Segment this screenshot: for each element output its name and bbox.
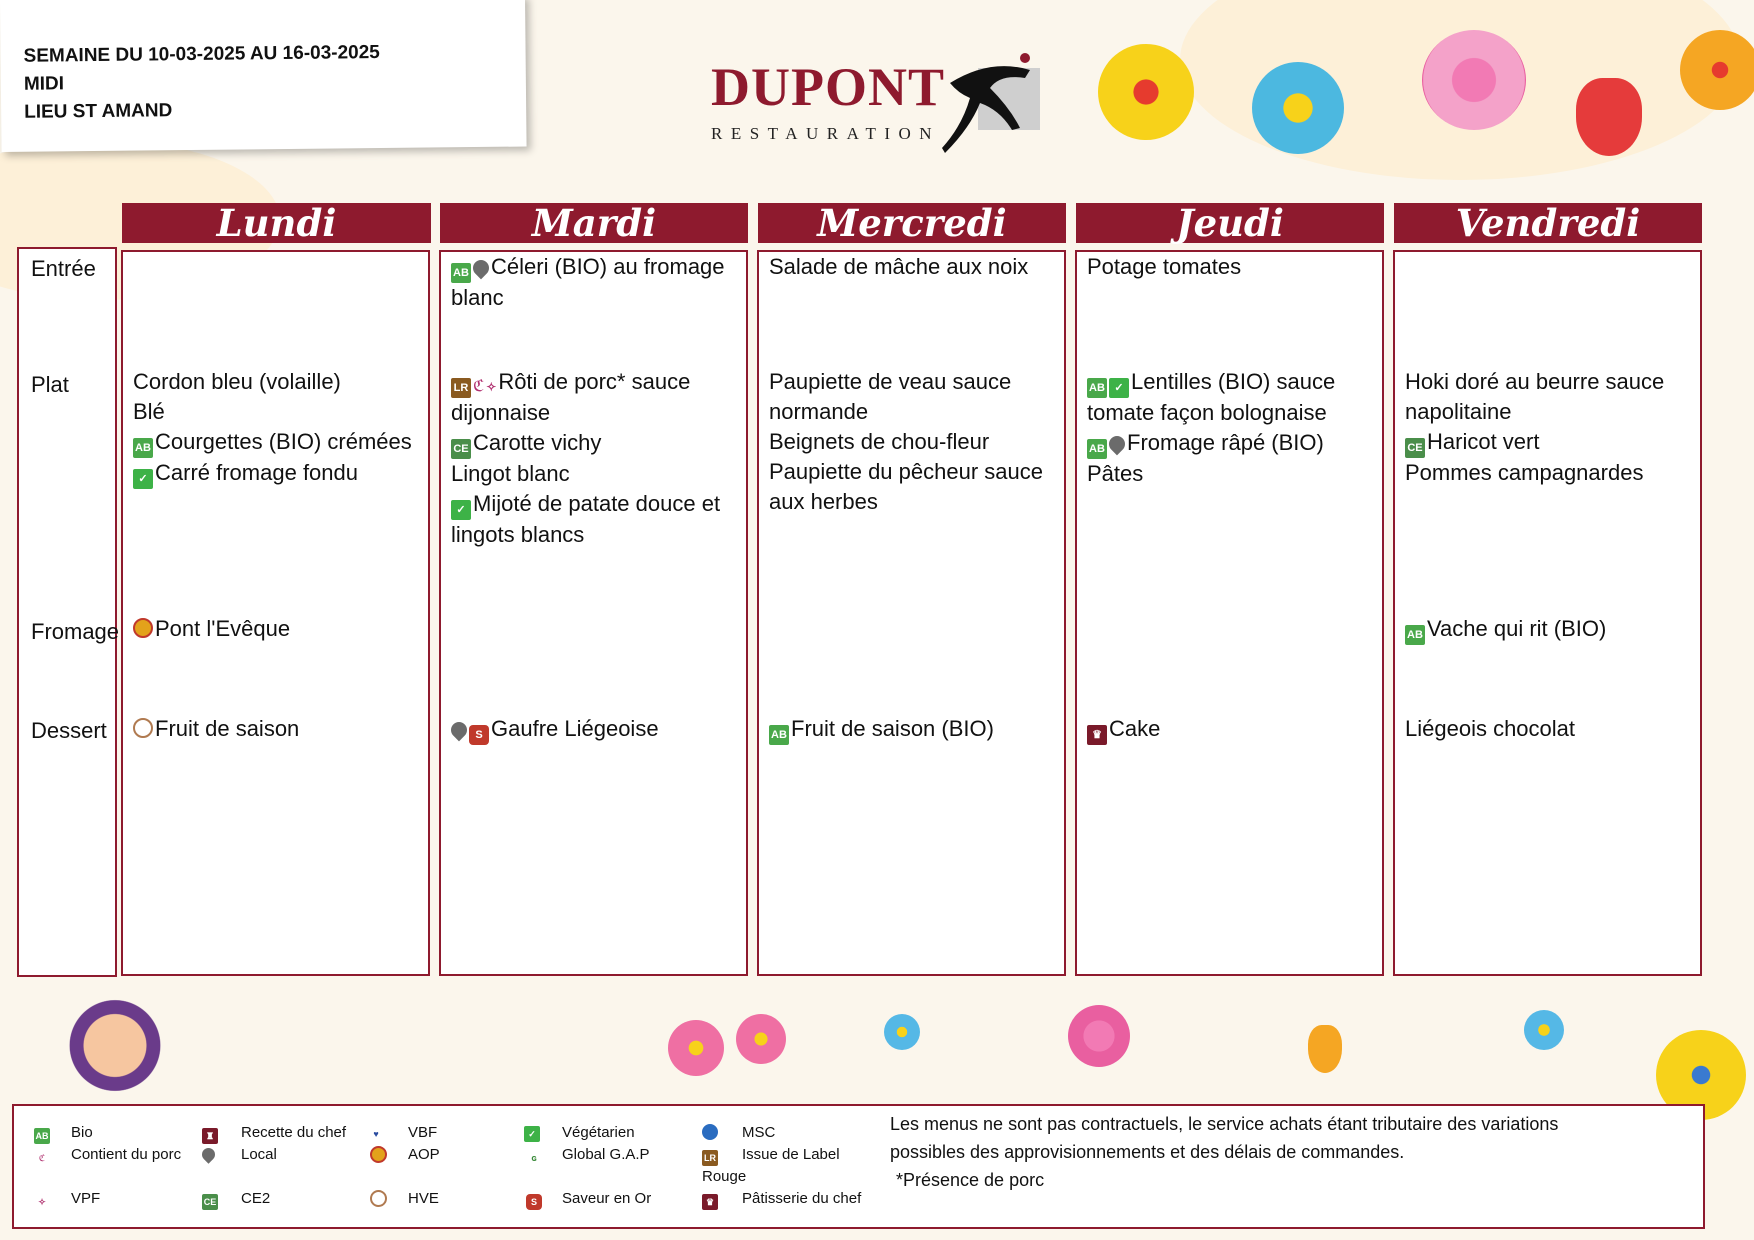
dish-group-dessert	[1405, 714, 1695, 744]
dish-item	[451, 367, 741, 428]
vegetarian-icon: ✓	[133, 469, 153, 489]
dish-name: Haricot vert	[1427, 429, 1540, 454]
dish-group-entree	[769, 252, 1059, 282]
hve-icon	[370, 1190, 387, 1207]
dish-name: Lingot blanc	[451, 461, 570, 486]
row-label-dessert: Dessert	[31, 718, 107, 743]
global-gap-icon: ɢ	[531, 1153, 537, 1163]
day-header-jeudi: Jeudi	[1076, 203, 1384, 243]
dish-name: Mijoté de patate douce et lingots blancs	[451, 491, 721, 547]
legend-vpf	[34, 1190, 50, 1210]
vpf-icon: ✧	[38, 1197, 46, 1207]
legend-hve-label: HVE	[408, 1190, 439, 1207]
dish-item	[133, 367, 423, 397]
dish-group-fromage	[1405, 614, 1695, 645]
chef-recipe-icon: ♜	[202, 1128, 218, 1144]
dish-name: Hoki doré au beurre sauce napolitaine	[1405, 369, 1665, 424]
dish-item	[133, 458, 423, 489]
dish-group-entree	[1087, 252, 1377, 282]
vegetarian-icon: ✓	[524, 1126, 540, 1142]
pig-icon: ℭ	[38, 1153, 46, 1163]
dish-group-plat	[1405, 367, 1695, 488]
ce2-icon: CE	[451, 439, 471, 459]
location-pin-icon	[1106, 433, 1129, 456]
logo-brand: DUPONT	[711, 57, 945, 117]
logo-dancer-icon	[930, 48, 1050, 158]
day-column-mercredi	[757, 250, 1066, 976]
bio-icon: AB	[133, 438, 153, 458]
location-pin-icon	[199, 1145, 217, 1163]
red-tulip-decoration	[1576, 78, 1642, 156]
dish-group-plat	[769, 367, 1059, 517]
dish-group-plat	[133, 367, 423, 489]
day-column-lundi	[121, 250, 430, 976]
week-label: SEMAINE DU 10-03-2025 AU 16-03-2025	[23, 42, 380, 67]
dish-item	[451, 252, 741, 313]
dish-group-plat	[451, 367, 741, 550]
dish-item	[1087, 714, 1377, 745]
dish-name: Carré fromage fondu	[155, 460, 358, 485]
legend-hve	[370, 1190, 387, 1209]
vegetarian-icon: ✓	[1109, 378, 1129, 398]
dish-item	[769, 252, 1059, 282]
legend-patisserie	[702, 1190, 718, 1210]
legend-msc	[702, 1124, 718, 1147]
logo-subtitle: RESTAURATION	[711, 124, 941, 143]
dish-name: Céleri (BIO) au fromage blanc	[451, 254, 725, 310]
bio-icon: AB	[1087, 378, 1107, 398]
dish-item	[769, 427, 1059, 457]
legend-ce2	[202, 1190, 218, 1210]
fish-icon	[702, 1124, 718, 1140]
legend-local	[202, 1146, 215, 1163]
legend-bio-label: Bio	[71, 1124, 93, 1141]
dish-name: Courgettes (BIO) crémées	[155, 429, 412, 454]
dish-name: Carotte vichy	[473, 430, 602, 455]
location-pin-icon	[448, 719, 471, 742]
legend-msc-label: MSC	[742, 1124, 776, 1141]
legend-panel	[12, 1104, 1705, 1229]
pink-flower-decoration	[736, 1014, 786, 1064]
place-label: LIEU ST AMAND	[24, 100, 173, 123]
dish-name: Gaufre Liégeoise	[491, 716, 659, 741]
legend-ce2-label: CE2	[241, 1190, 271, 1207]
dish-item	[769, 457, 1059, 517]
dish-item	[451, 489, 741, 550]
legend-aop	[370, 1146, 387, 1165]
legend-veg	[524, 1122, 540, 1142]
dish-name: Fromage râpé (BIO)	[1127, 430, 1324, 455]
legend-gap	[526, 1146, 542, 1166]
legend-saveur	[526, 1190, 542, 1210]
dish-name: Liégeois chocolat	[1405, 716, 1576, 741]
dish-item	[451, 428, 741, 459]
legend-label-rouge-label: Issue de Label	[742, 1146, 840, 1163]
dish-item	[133, 714, 423, 744]
legend-vbf-label: VBF	[408, 1124, 438, 1141]
legend-aop-label: AOP	[408, 1146, 440, 1163]
cake-icon: ♛	[702, 1194, 718, 1210]
day-header-mardi: Mardi	[440, 203, 748, 243]
saveur-en-or-icon: S	[469, 725, 489, 745]
yellow-flower-decoration	[1098, 44, 1194, 140]
legend-local-label: Local	[241, 1146, 277, 1163]
dish-name: Blé	[133, 399, 165, 424]
dish-name: Fruit de saison (BIO)	[791, 716, 994, 741]
orange-flower-decoration	[1680, 30, 1754, 110]
bio-icon: AB	[34, 1128, 50, 1144]
legend-chef	[202, 1124, 218, 1144]
girl-character-decoration	[60, 985, 170, 1095]
day-column-mardi	[439, 250, 748, 976]
dish-item	[133, 427, 423, 458]
pink-rose-decoration	[1068, 1005, 1130, 1067]
saveur-en-or-icon: S	[526, 1194, 542, 1210]
legend-vbf	[368, 1122, 384, 1142]
dish-name: Beignets de chou-fleur	[769, 429, 990, 454]
disclaimer-line-1: Les menus ne sont pas contractuels, le service achats étant tributaire des variations	[890, 1114, 1559, 1134]
ce2-icon: CE	[1405, 438, 1425, 458]
dish-group-plat	[1087, 367, 1377, 489]
pig-icon: ℭ	[473, 378, 485, 395]
label-rouge-icon: LR	[702, 1150, 718, 1166]
ce2-icon: CE	[202, 1194, 218, 1210]
aop-icon	[370, 1146, 387, 1163]
dish-group-fromage	[133, 614, 423, 644]
dish-item	[1087, 252, 1377, 282]
dish-item	[1087, 459, 1377, 489]
row-labels-column	[17, 247, 120, 977]
day-header-vendredi: Vendredi	[1394, 203, 1702, 243]
dish-item	[1087, 367, 1377, 428]
menu-info-card	[0, 0, 527, 152]
dish-group-dessert	[769, 714, 1059, 745]
dupont-logo	[705, 48, 1050, 158]
disclaimer-line-2: possibles des approvisionnements et des délais de commandes.	[890, 1142, 1405, 1162]
location-pin-icon	[470, 257, 493, 280]
row-label-plat: Plat	[31, 372, 69, 397]
legend-porc	[34, 1146, 50, 1166]
legend-patisserie-label: Pâtisserie du chef	[742, 1190, 862, 1207]
dish-item	[133, 397, 423, 427]
day-header-lundi: Lundi	[122, 203, 431, 243]
legend-chef-label: Recette du chef	[241, 1124, 347, 1141]
dish-name: Cordon bleu (volaille)	[133, 369, 341, 394]
dish-item	[769, 714, 1059, 745]
blue-flower-decoration	[884, 1014, 920, 1050]
blue-flower-decoration	[1524, 1010, 1564, 1050]
hve-icon	[133, 718, 153, 738]
dish-item	[1405, 614, 1695, 645]
aop-icon	[133, 618, 153, 638]
pink-rose-decoration	[1422, 30, 1526, 130]
row-label-entree: Entrée	[31, 256, 96, 281]
dish-group-dessert	[451, 714, 741, 745]
dish-name: Fruit de saison	[155, 716, 300, 741]
pink-flower-decoration	[668, 1020, 724, 1076]
dish-name: Paupiette de veau sauce normande	[769, 369, 1012, 424]
bio-icon: AB	[1405, 625, 1425, 645]
dish-item	[1405, 714, 1695, 744]
legend-label-rouge	[702, 1146, 718, 1166]
label-rouge-icon: LR	[451, 378, 471, 398]
cake-icon: ♛	[1087, 725, 1107, 745]
dish-item	[133, 614, 423, 644]
dish-item	[1405, 367, 1695, 427]
dish-name: Pont l'Evêque	[155, 616, 291, 641]
bio-icon: AB	[451, 263, 471, 283]
dish-group-dessert	[133, 714, 423, 744]
dish-name: Vache qui rit (BIO)	[1427, 616, 1607, 641]
vbf-icon: ♥	[373, 1129, 379, 1139]
orange-tulip-decoration	[1308, 1025, 1342, 1073]
blue-flower-decoration	[1252, 62, 1344, 154]
meal-label: MIDI	[23, 73, 65, 95]
bio-icon: AB	[769, 725, 789, 745]
legend-veg-label: Végétarien	[562, 1124, 635, 1141]
dish-name: Salade de mâche aux noix	[769, 254, 1029, 279]
legend-bio	[34, 1124, 50, 1144]
dish-item	[1087, 428, 1377, 459]
dish-item	[451, 714, 741, 745]
dish-item	[1405, 427, 1695, 458]
bio-icon: AB	[1087, 439, 1107, 459]
dish-name: Rôti de porc* sauce dijonnaise	[451, 369, 691, 425]
dish-name: Potage tomates	[1087, 254, 1242, 279]
dish-name: Lentilles (BIO) sauce tomate façon bolognaise	[1087, 369, 1336, 425]
legend-porc-label: Contient du porc	[71, 1146, 182, 1163]
vegetarian-icon: ✓	[451, 500, 471, 520]
dish-name: Paupiette du pêcheur sauce aux herbes	[769, 459, 1043, 514]
row-label-fromage: Fromage	[31, 619, 120, 644]
dish-name: Cake	[1109, 716, 1161, 741]
dish-item	[1405, 458, 1695, 488]
day-column-vendredi	[1393, 250, 1702, 976]
legend-gap-label: Global G.A.P	[562, 1146, 650, 1163]
legend-vpf-label: VPF	[71, 1190, 101, 1207]
day-header-mercredi: Mercredi	[758, 203, 1066, 243]
dish-group-dessert	[1087, 714, 1377, 745]
dish-item	[451, 459, 741, 489]
pork-note: *Présence de porc	[896, 1170, 1045, 1190]
dish-name: Pâtes	[1087, 461, 1144, 486]
dish-group-entree	[451, 252, 741, 313]
vpf-icon: ✧	[486, 380, 497, 394]
legend-label-rouge-label-2: Rouge	[702, 1168, 747, 1185]
legend-saveur-label: Saveur en Or	[562, 1190, 652, 1207]
dish-item	[769, 367, 1059, 427]
day-column-jeudi	[1075, 250, 1384, 976]
dish-name: Pommes campagnardes	[1405, 460, 1644, 485]
